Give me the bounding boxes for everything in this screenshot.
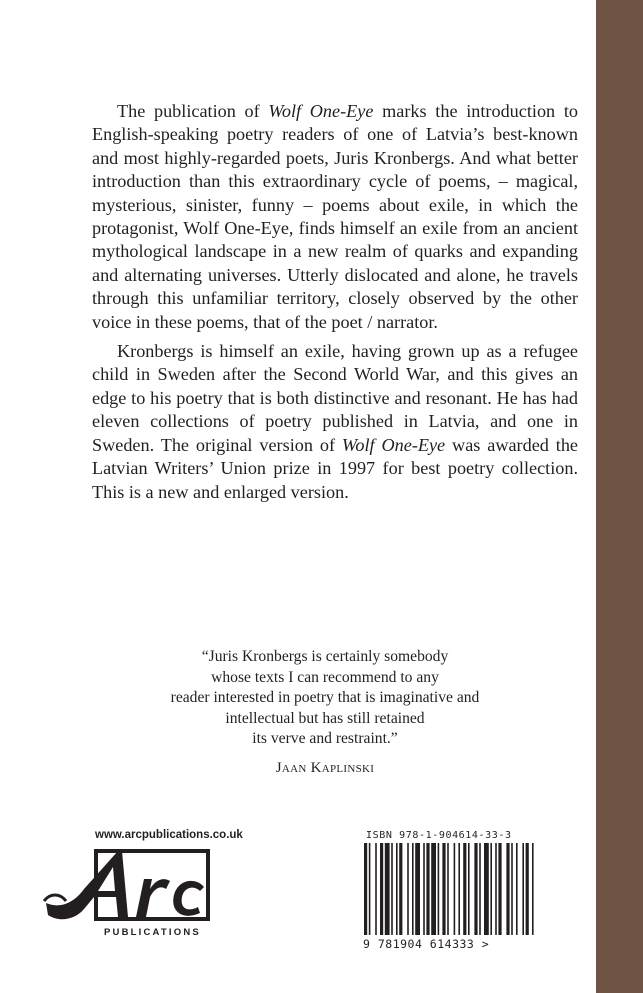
quote-line: whose texts I can recommend to any: [211, 668, 439, 686]
isbn-barcode: [362, 835, 594, 951]
barcode-bar: [438, 843, 440, 935]
blurb-text: [92, 100, 578, 510]
blurb-paragraph-1: [92, 100, 578, 334]
barcode-bar: [495, 843, 497, 935]
isbn-label: ISBN 978-1-904614-33-3: [366, 830, 512, 841]
barcode-bar: [522, 843, 524, 935]
quote-line: reader interested in poetry that is imaginative and: [170, 689, 480, 706]
barcode-bar: [412, 843, 414, 935]
blurb-paragraph-2: [92, 340, 578, 504]
barcode-bar: [385, 843, 390, 935]
barcode-bar: [447, 843, 449, 935]
barcode-bar: [380, 843, 383, 935]
barcode-bar: [407, 843, 409, 935]
barcode-bar: [511, 843, 513, 935]
barcode-bar: [532, 843, 534, 935]
barcode-digits: 9 781904 614333 >: [363, 937, 490, 951]
blurb-p1-lead: The publication of: [117, 101, 269, 121]
barcode-bar: [369, 843, 371, 935]
barcode-bar: [442, 843, 445, 935]
quote-line: intellectual but has still retained: [225, 709, 425, 727]
barcode-bar: [396, 843, 398, 935]
barcode-bar: [431, 843, 436, 935]
publisher-website[interactable]: www.arcpublications.co.uk: [95, 829, 243, 841]
book-title-italic: Wolf One-Eye: [341, 434, 446, 455]
barcode-bar: [468, 843, 470, 935]
barcode-bar: [423, 843, 425, 935]
barcode-bar: [484, 843, 489, 935]
barcode-bar: [498, 843, 501, 935]
barcode-bar: [375, 843, 377, 935]
barcode-bar: [463, 843, 466, 935]
barcode-bar: [479, 843, 481, 935]
barcode-bar: [516, 843, 518, 935]
endorsement-quote: [160, 647, 490, 750]
arc-publications-logo: [40, 843, 220, 939]
blurb-p2-rest: was awarded the Latvian Writers’ Union prize in 1997 for best poetry collection. This is a new and enlarged version.: [92, 434, 578, 502]
barcode-bar: [458, 843, 460, 935]
book-title-italic: Wolf One-Eye: [268, 101, 374, 121]
barcode-bar: [391, 843, 393, 935]
quote-attribution: Jaan Kaplinski: [275, 760, 375, 776]
barcode-bar: [526, 843, 529, 935]
barcode-bar: [454, 843, 456, 935]
barcode-bar: [399, 843, 402, 935]
blurb-p1-rest: marks the introduction to English-speaking poetry readers of one of Latvia’s best-known and most highly-regarded poets, Juris Kronbergs. And what better introduction than this extraordinary cycle of poems, – magical, mysterious, sinister, funny – poems about exile, in which the protagonist, Wolf One-Eye, finds himself an exile from an ancient mythological landscape in a new realm of quarks and expanding and alternating universes. Utterly dislocated and alone, he travels through this unfamiliar territory, closely observed by the other voice in these poems, that of the poet / narrator.: [92, 101, 578, 332]
barcode-bars: [364, 843, 534, 935]
logo-subtext: PUBLICATIONS: [104, 927, 201, 938]
barcode-bar: [506, 843, 509, 935]
blurb-p2-lead: Kronbergs is himself an exile, having grown up as a refugee child in Sweden after the Second World War, and this gives an edge to his poetry that is both distinctive and resonant. He has had eleven collections of poetry published in Latvia, and one in Sweden. The original version of: [92, 341, 578, 455]
barcode-bar: [474, 843, 477, 935]
barcode-bar: [490, 843, 492, 935]
quote-line: its verve and restraint.”: [252, 730, 398, 747]
barcode-bar: [426, 843, 429, 935]
barcode-bar: [364, 843, 367, 935]
barcode-bar: [415, 843, 420, 935]
spine-color-strip: [596, 0, 643, 993]
quote-line: “Juris Kronbergs is certainly somebody: [201, 648, 449, 665]
